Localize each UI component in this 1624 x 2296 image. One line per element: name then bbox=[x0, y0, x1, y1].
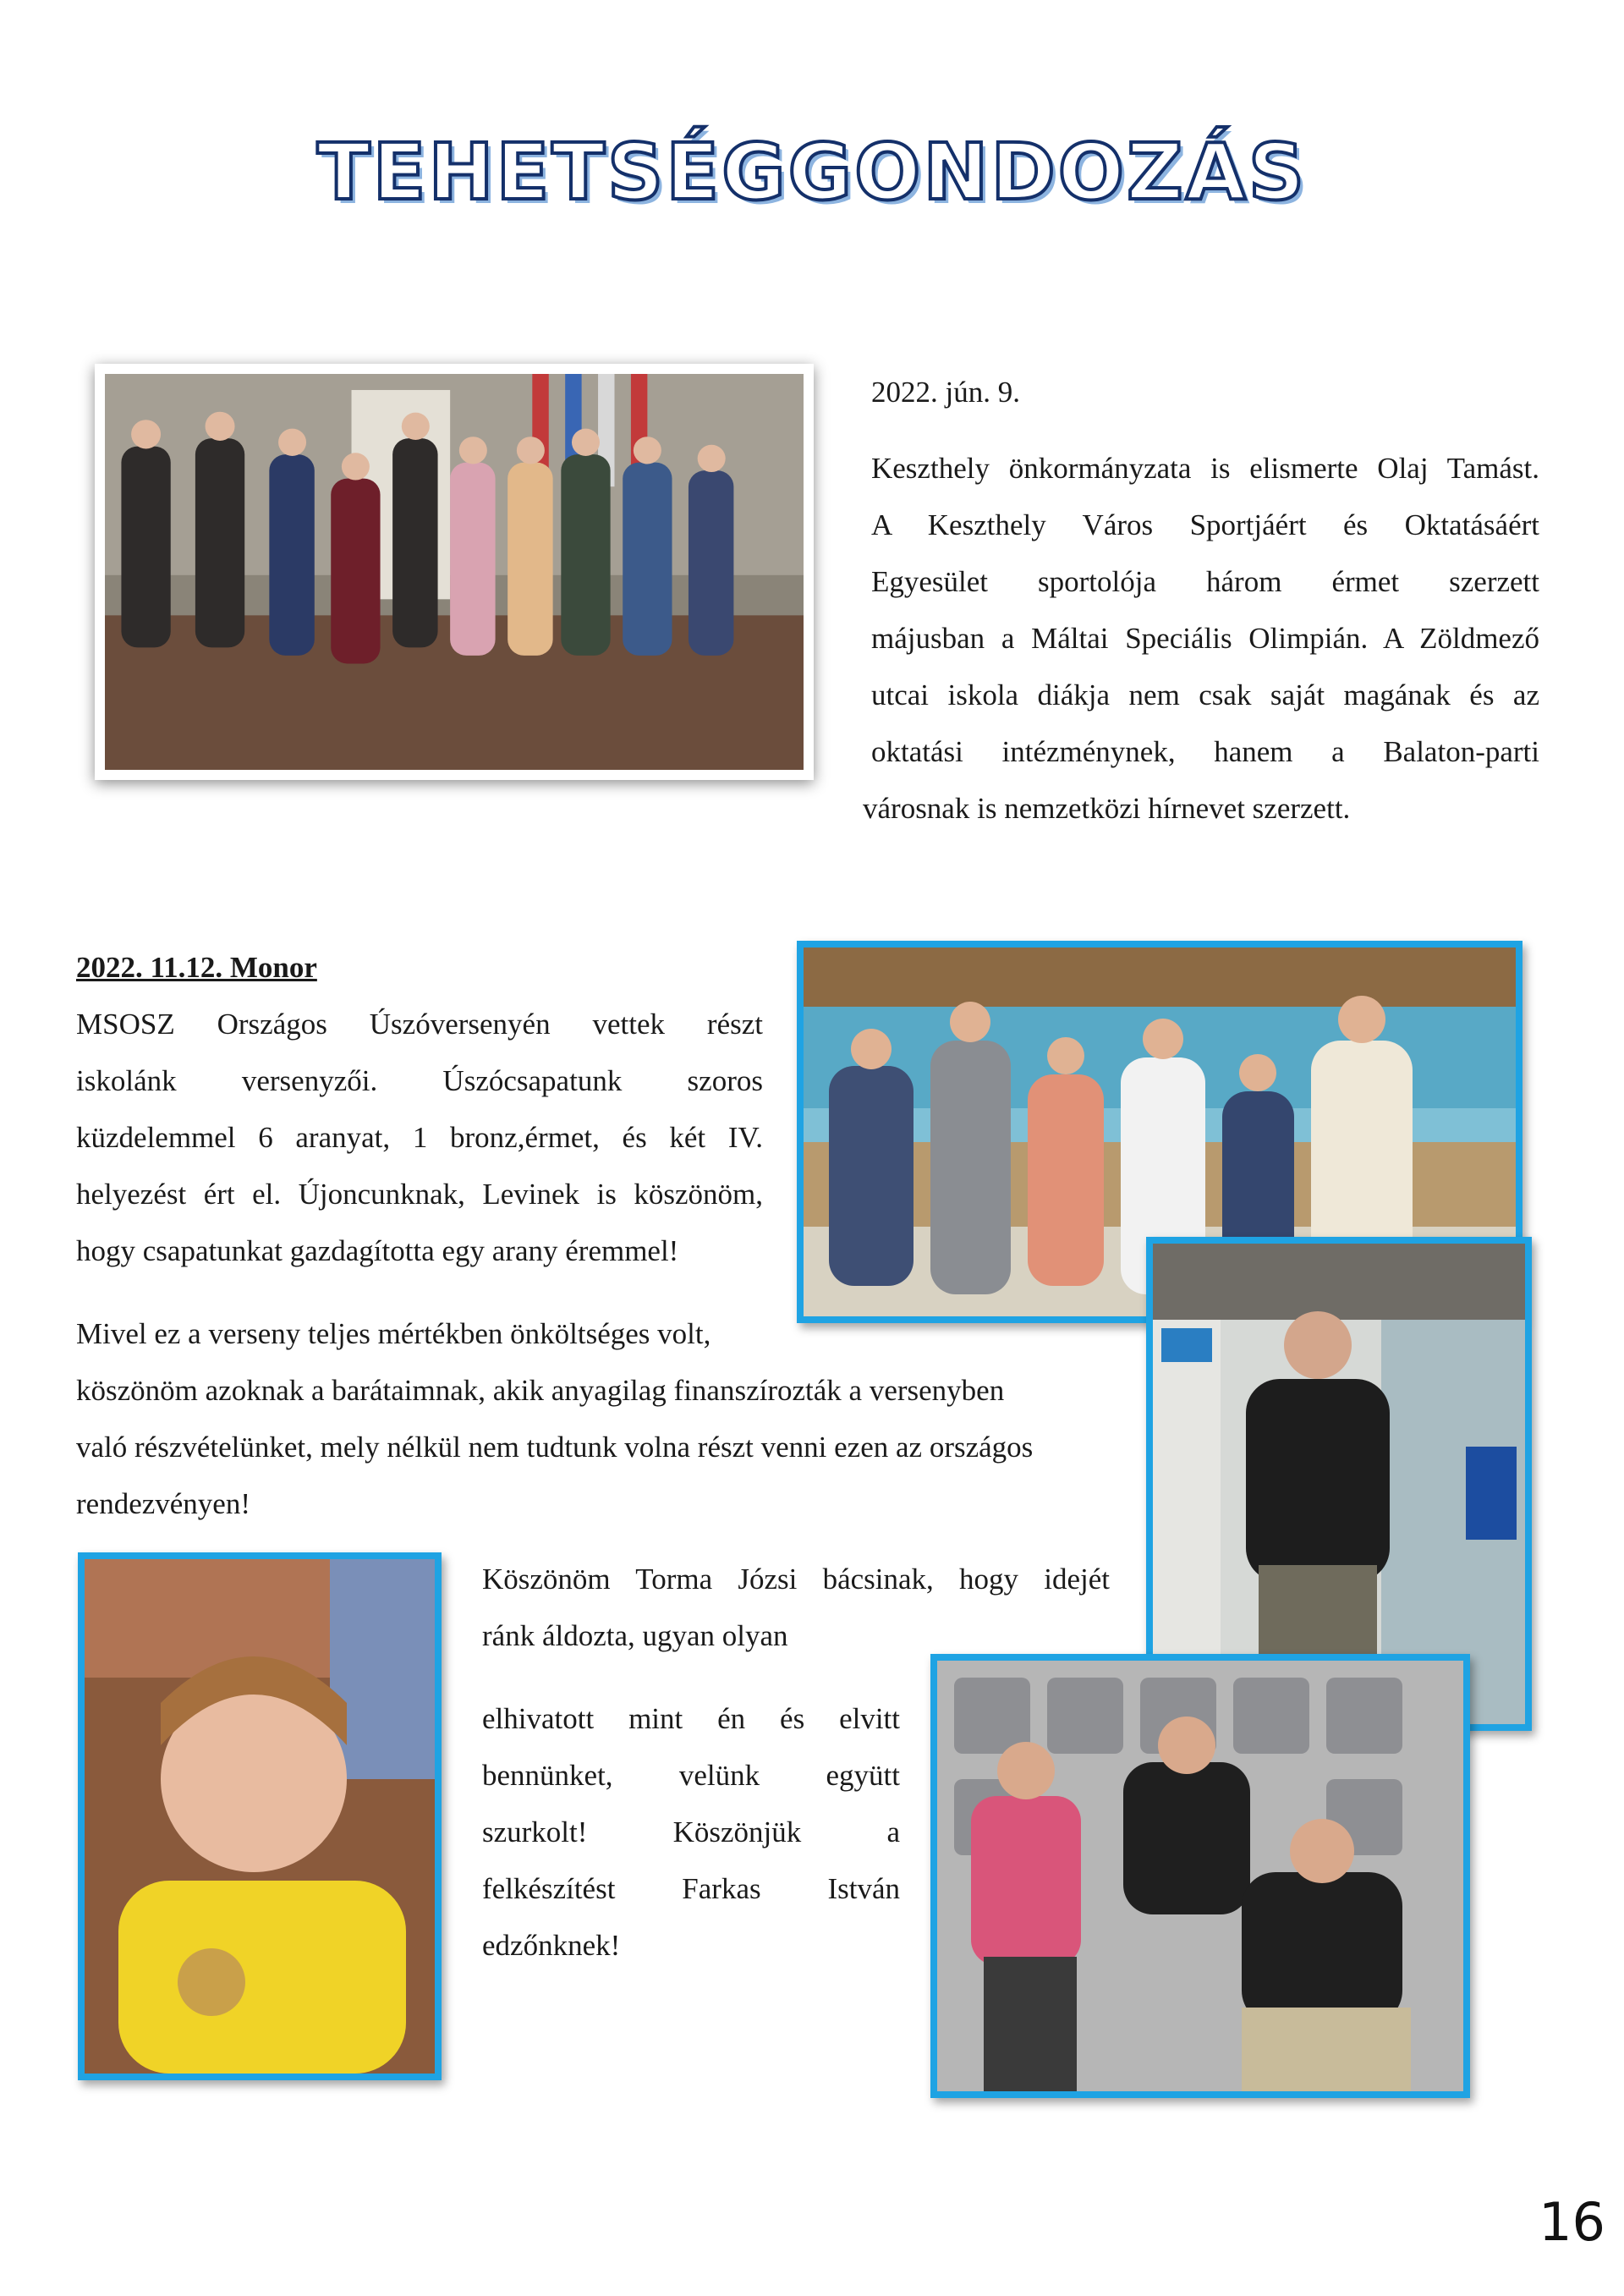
section1-line: Keszthely önkormányzata is elismerte Olaj Tamást. bbox=[871, 452, 1539, 485]
section2-paragraph2 bbox=[76, 1305, 1142, 1532]
section1-line: Egyesület sportolója három érmet szerzett bbox=[871, 565, 1539, 598]
paragraph4-line: felkészítést Farkas István bbox=[482, 1872, 900, 1905]
section2-heading: 2022. 11.12. Monor bbox=[76, 951, 317, 984]
boy-with-medal-photo bbox=[78, 1552, 442, 2080]
section2-line: helyezést ért el. Újoncunknak, Levinek is köszönöm, bbox=[76, 1178, 763, 1211]
section2-line: küzdelemmel 6 aranyat, 1 bronz,érmet, és két IV. bbox=[76, 1121, 763, 1154]
section1-line: utcai iskola diákja nem csak saját magának és az bbox=[871, 678, 1539, 711]
paragraph4-last-line: edzőnknek! bbox=[482, 1929, 621, 1962]
paragraph2-line: köszönöm azoknak a barátaimnak, akik anyagilag finanszírozták a versenyben bbox=[76, 1374, 1005, 1407]
section1-line: A Keszthely Város Sportjáért és Oktatásáért bbox=[871, 508, 1539, 541]
section2-line-last: hogy csapatunkat gazdagította egy arany éremmel! bbox=[76, 1234, 679, 1267]
supporters-photo bbox=[930, 1654, 1470, 2098]
thanks-torma-line2: ránk áldozta, ugyan olyan bbox=[482, 1619, 788, 1652]
paragraph2-line: Mivel ez a verseny teljes mértékben önköltséges volt, bbox=[76, 1317, 711, 1350]
section1-last-line: városnak is nemzetközi hírnevet szerzett. bbox=[863, 792, 1351, 825]
section1-paragraph bbox=[871, 440, 1539, 780]
paragraph4-line: szurkolt! Köszönjük a bbox=[482, 1815, 900, 1848]
award-ceremony-photo bbox=[95, 364, 814, 780]
section1-date: 2022. jún. 9. bbox=[871, 376, 1020, 409]
section1-line: májusban a Máltai Speciális Olimpián. A Zöldmező bbox=[871, 622, 1539, 655]
page-number: 16 bbox=[1539, 2191, 1605, 2253]
section2-paragraph1 bbox=[76, 996, 763, 1222]
paragraph4-line: elhivatott mint én és elvitt bbox=[482, 1702, 900, 1735]
section2-line: iskolánk versenyzői. Úszócsapatunk szoros bbox=[76, 1064, 763, 1097]
page-title: TEHETSÉGGONDOZÁS bbox=[316, 127, 1308, 217]
thanks-coach-paragraph bbox=[482, 1690, 900, 1917]
paragraph2-line: való részvételünket, mely nélkül nem tudtunk volna részt venni ezen az országos bbox=[76, 1431, 1034, 1464]
thanks-torma-line: Köszönöm Torma Józsi bácsinak, hogy idejét bbox=[482, 1563, 1110, 1596]
paragraph4-line: bennünket, velünk együtt bbox=[482, 1759, 900, 1792]
section1-line: oktatási intézménynek, hanem a Balaton-parti bbox=[871, 735, 1539, 768]
paragraph2-line: rendezvényen! bbox=[76, 1487, 250, 1520]
section2-line: MSOSZ Országos Úszóversenyén vettek részt bbox=[76, 1008, 763, 1041]
